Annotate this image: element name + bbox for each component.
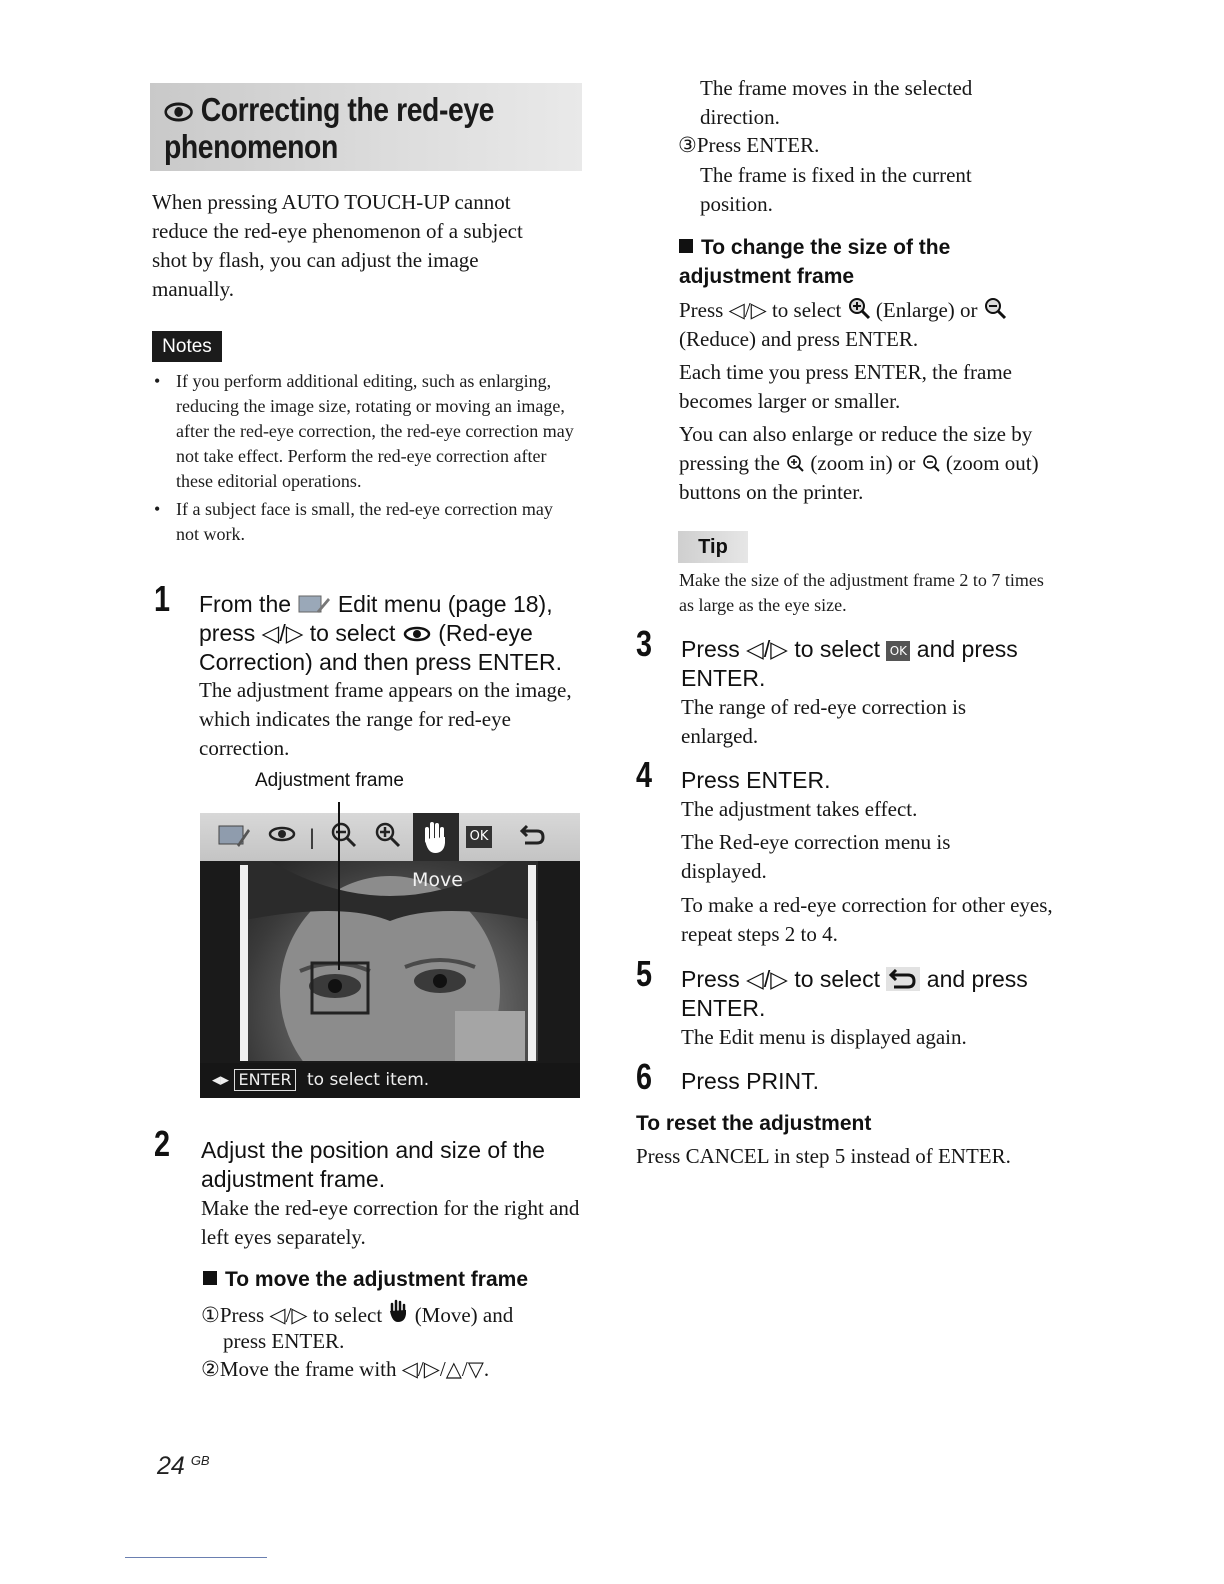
note-item: [154, 369, 586, 494]
step-number: 1: [154, 578, 171, 619]
move-step-2-note: The frame moves in the selected direction.: [700, 76, 973, 129]
step4-body-1: The adjustment takes effect.: [681, 797, 918, 821]
notes-badge: Notes: [152, 331, 222, 362]
step4-body-3: To make a red-eye correction for other eyes, repeat steps 2 to 4.: [681, 893, 1053, 946]
note-text: If you perform additional editing, such as enlarging, reducing the image size, rotating or moving an image, after the red-eye correction, the red-eye correction may not take effect. Perform the red-eye correction after these editorial operations.: [176, 371, 574, 491]
zoom-out-icon: [921, 453, 941, 473]
edit-menu-icon: [297, 593, 331, 615]
red-eye-tool-icon[interactable]: [262, 821, 302, 853]
ok-tool-icon[interactable]: OK: [466, 826, 496, 848]
step4-heading: Press ENTER.: [681, 767, 831, 793]
step5-body: The Edit menu is displayed again.: [681, 1025, 967, 1049]
reduce-tool-icon[interactable]: [324, 821, 364, 853]
square-bullet-icon: [203, 1271, 217, 1285]
reduce-icon: [983, 296, 1007, 320]
language-code: GB: [190, 1452, 210, 1468]
size-para-3: You can also enlarge or reduce the size by pressing the (zoom in) or (zoom out) buttons on the printer.: [679, 422, 1039, 504]
red-eye-icon: [164, 101, 193, 123]
section-title-banner: [150, 83, 582, 171]
step1-heading-line: press ◁/▷ to select (Red-eye: [199, 620, 533, 646]
preview-photo: [240, 861, 538, 1061]
step2-body: Make the red-eye correction for the right and left eyes separately.: [201, 1196, 580, 1249]
screen-toolbar: [200, 813, 580, 861]
tip-text: Make the size of the adjustment frame 2 to 7 times as large as the eye size.: [679, 570, 1044, 615]
move-step-1-cont: press ENTER.: [223, 1329, 345, 1353]
move-hand-icon: [387, 1298, 409, 1324]
zoom-in-icon: [785, 453, 805, 473]
step1-body: The adjustment frame appears on the image, which indicates the range for red-eye correction.: [199, 678, 572, 760]
move-step-3-note: The frame is fixed in the current position.: [700, 163, 972, 216]
enter-key-label: ENTER: [234, 1069, 295, 1091]
step6-heading: Press PRINT.: [681, 1068, 820, 1094]
section-title-text: Correcting the red-eye phenomenon: [164, 91, 495, 165]
size-para-2: Each time you press ENTER, the frame becomes larger or smaller.: [679, 360, 1012, 413]
bullet-icon: •: [154, 371, 161, 391]
status-text: to select item.: [306, 1070, 430, 1090]
left-right-arrows-icon: ◂▸: [212, 1070, 230, 1090]
section-title: [164, 91, 517, 165]
child-face-image: [240, 861, 538, 1061]
tip-badge: Tip: [678, 531, 748, 563]
footer-rule: [125, 1557, 267, 1558]
edit-tool-icon[interactable]: [214, 821, 254, 853]
step3-body: The range of red-eye correction is enlarged.: [681, 695, 967, 748]
step3-heading: Press ◁/▷ to select OK and press ENTER.: [681, 636, 1018, 691]
square-bullet-icon: [679, 239, 693, 253]
frame-edge-right: [528, 865, 536, 1061]
step1-heading: [199, 590, 589, 677]
step4-body-2: The Red-eye correction menu is displayed.: [681, 830, 951, 883]
size-para-1: Press ◁/▷ to select (Enlarge) or (Reduce) and press ENTER.: [679, 296, 1069, 354]
bullet-icon: •: [154, 499, 161, 519]
step1-heading-line: From the Edit menu (page 18),: [199, 591, 553, 617]
move-step-3: ③Press ENTER.: [678, 133, 820, 157]
printer-screen: [200, 813, 580, 1098]
step-number: 5: [636, 953, 653, 994]
reset-body: Press CANCEL in step 5 instead of ENTER.: [636, 1144, 1011, 1168]
note-text: If a subject face is small, the red-eye correction may not work.: [176, 499, 553, 544]
step-number: 4: [636, 754, 653, 795]
screen-status-bar: [200, 1063, 580, 1098]
toolbar-divider: |: [308, 825, 316, 849]
step5-heading: Press ◁/▷ to select and press ENTER.: [681, 966, 1028, 1021]
page-number: 24 $^{GB}$: [157, 1452, 210, 1480]
note-item: [154, 497, 576, 547]
enlarge-tool-icon[interactable]: [368, 821, 408, 853]
step1-heading-line: Correction) and then press ENTER.: [199, 649, 563, 675]
move-frame-heading: To move the adjustment frame: [203, 1265, 603, 1294]
move-step-1: ①Press ◁/▷ to select (Move) and: [201, 1298, 601, 1330]
intro-paragraph: When pressing AUTO TOUCH-UP cannot reduce the red-eye phenomenon of a subject shot by flash, you can adjust the image manually.: [152, 190, 523, 301]
ok-icon: OK: [886, 641, 910, 661]
step-number: 2: [154, 1123, 171, 1164]
figure-label: Adjustment frame: [255, 770, 404, 791]
return-icon: [886, 967, 920, 991]
reset-heading: To reset the adjustment: [636, 1112, 872, 1135]
step-number: 6: [636, 1056, 653, 1097]
move-step-2: ②Move the frame with ◁/▷/△/▽.: [201, 1357, 490, 1381]
enlarge-icon: [847, 296, 871, 320]
return-tool-icon[interactable]: [515, 821, 551, 853]
size-frame-heading: To change the size of the adjustment frame: [679, 236, 951, 288]
frame-edge-left: [240, 865, 248, 1061]
step-number: 3: [636, 623, 653, 664]
step2-heading: Adjust the position and size of the adjustment frame.: [201, 1137, 545, 1192]
red-eye-icon: [402, 625, 432, 643]
move-tool-icon[interactable]: [413, 813, 459, 861]
callout-line: [338, 802, 340, 970]
move-label: Move: [412, 869, 463, 891]
